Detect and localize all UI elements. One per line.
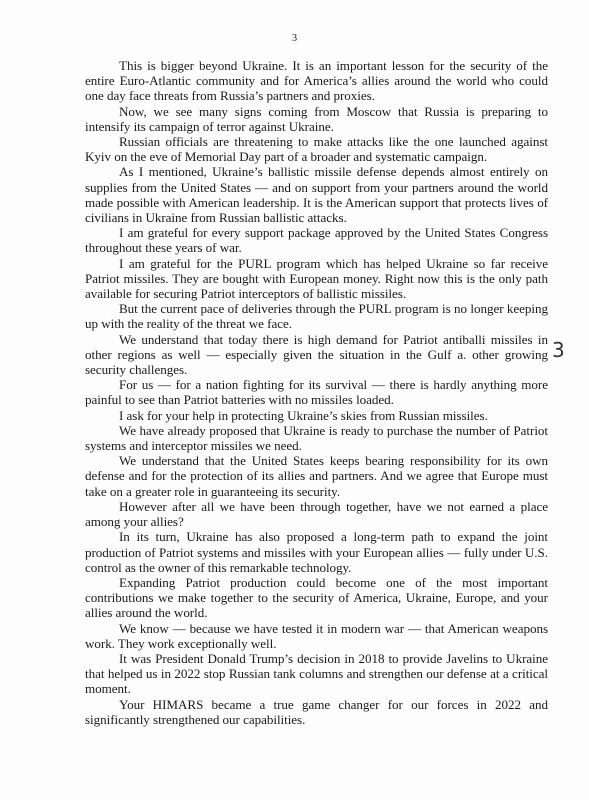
document-body [85, 58, 548, 727]
page-number: 3 [291, 33, 298, 44]
paragraph: We understand that today there is high demand for Patriot antiballi missiles in other regions as well — especially given the situation in the Gulf a. other growing security challenges. [85, 331, 548, 378]
paragraph: We have already proposed that Ukraine is ready to purchase the number of Patriot systems and interceptor missiles we need. [85, 422, 548, 454]
paragraph: We know — because we have tested it in modern war — that American weapons work. They work exceptionally well. [85, 620, 548, 651]
paragraph: I ask for your help in protecting Ukraine’s skies from Russian missiles. [119, 407, 488, 423]
paragraph: Your HIMARS became a true game changer for our forces in 2022 and significantly strengthened our capabilities. [85, 696, 548, 727]
paragraph: In its turn, Ukraine has also proposed a long-term path to expand the joint production of Patriot systems and missiles with your European allies — fully under U.S. control as the owner of this remarkable technology. [85, 529, 548, 575]
side-page-marker: 3 [552, 338, 565, 362]
paragraph: Expanding Patriot production could become one of the most important contributions we make together to the security of America, Ukraine, Europe, and your allies around the world. [85, 574, 548, 621]
paragraph: But the current pace of deliveries through the PURL program is no longer keeping up with the reality of the threat we face. [85, 301, 548, 332]
paragraph: For us — for a nation fighting for its survival — there is hardly anything more painful to see than Patriot batteries with no missiles loaded. [85, 377, 548, 408]
paragraph: As I mentioned, Ukraine’s ballistic missile defense depends almost entirely on supplies from the United States — and on support from your partners around the world made possible with American leadership. It is the American support that protects lives of civilians in Ukraine from Russian ballistic attacks. [85, 164, 548, 226]
paragraph: Now, we see many signs coming from Moscow that Russia is preparing to intensify its campaign of terror against Ukraine. [85, 103, 548, 134]
paragraph: I am grateful for the PURL program which has helped Ukraine so far receive Patriot missiles. They are bought with European money. Right now this is the only path available for securing Patriot interceptors of ballistic missiles. [85, 255, 548, 302]
paragraph: Russian officials are threatening to make attacks like the one launched against Kyiv on the eve of Memorial Day part of a broader and systematic campaign. [85, 134, 548, 165]
paragraph: It was President Donald Trump’s decision in 2018 to provide Javelins to Ukraine that helped us in 2022 stop Russian tank columns and strengthen our defense at a critical moment. [85, 650, 548, 697]
paragraph: I am grateful for every support package approved by the United States Congress throughout these years of war. [85, 225, 548, 256]
paragraph: This is bigger beyond Ukraine. It is an important lesson for the security of the entire Euro-Atlantic community and for America’s allies around the world who could one day face threats from Russia’s partners and proxies. [85, 58, 548, 104]
paragraph: However after all we have been through together, have we not earned a place among your allies? [85, 498, 548, 530]
paragraph: We understand that the United States keeps bearing responsibility for its own defense and for the protection of its allies and partners. And we agree that Europe must take on a greater role in guaranteeing its security. [85, 453, 548, 499]
